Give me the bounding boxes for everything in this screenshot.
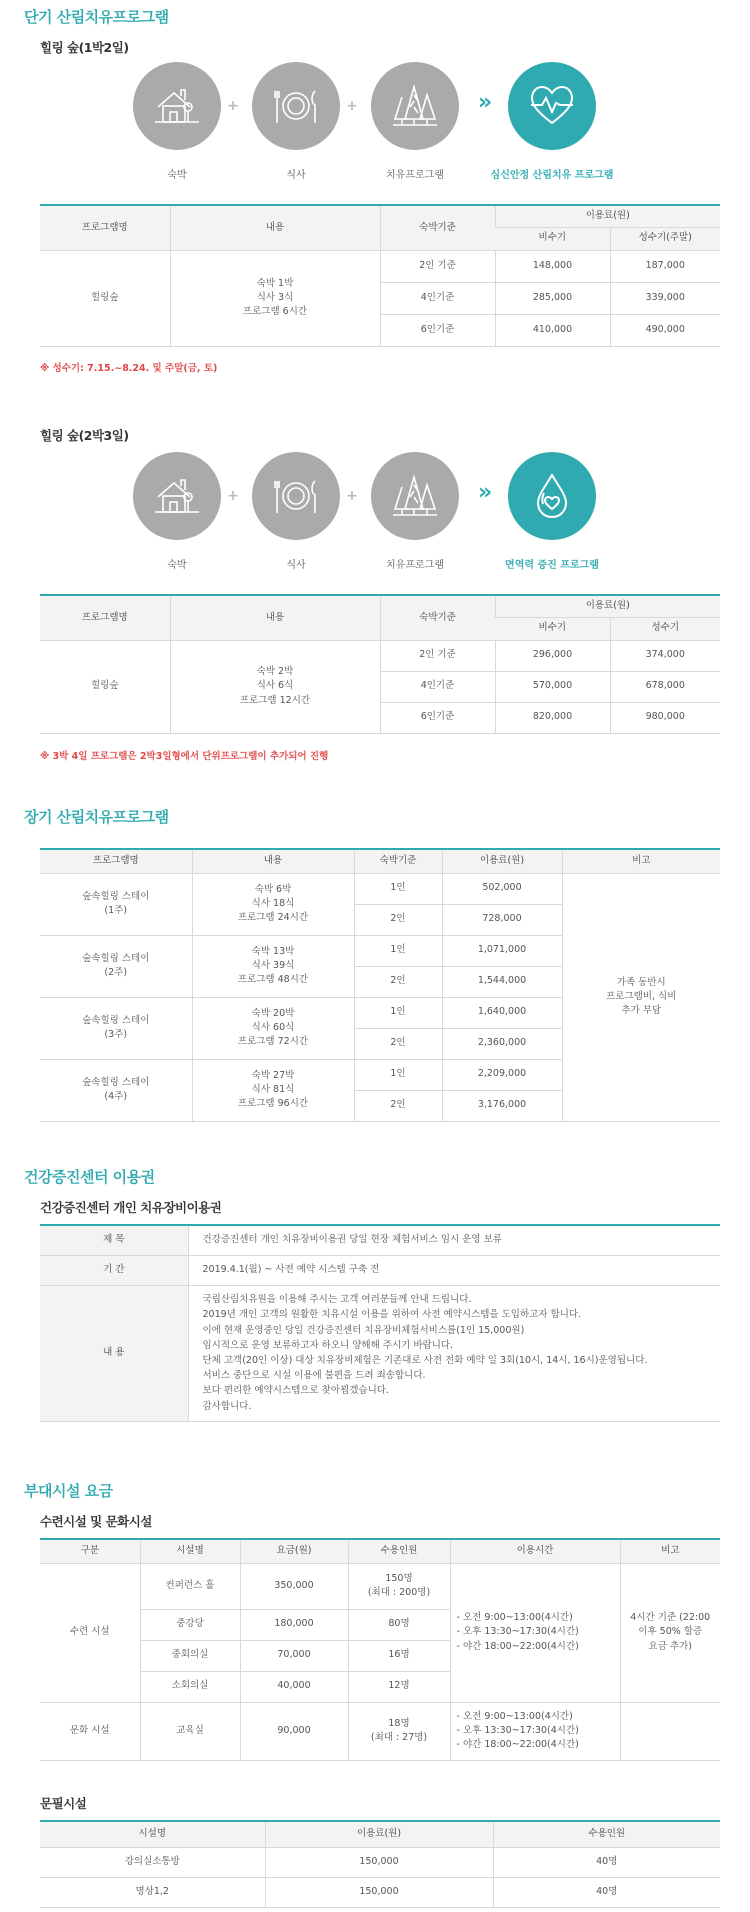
notice-line: 감사합니다. [202,1400,252,1412]
water-drop-heart-icon [508,452,596,540]
fee-cell: 1,071,000 [442,935,562,966]
icon-label-meal: 식사 [286,170,306,181]
content-line: 프로그램 12시간 [239,694,311,706]
trees-icon [371,62,459,150]
content-line: 숙박 1박 [256,277,294,289]
content-line: 식사 3식 [256,291,294,303]
table-row [40,1563,720,1609]
notice-period-value: 2019.4.1(월) ~ 사전 예약 시스템 구축 전 [188,1255,720,1285]
program-content [170,250,380,346]
program-line: 숲속힐링 스테이 [82,952,150,964]
content-line: 숙박 27박 [251,1069,295,1081]
basis-cell: 2인 [354,966,442,997]
table-row [40,640,720,671]
table-row [40,1255,720,1285]
basis-cell: 2인 [354,1028,442,1059]
peak-fee-cell: 374,000 [610,640,720,671]
training-culture-fee-table [40,1538,720,1761]
capacity-line: (최대 : 200명) [367,1587,431,1598]
off-fee-cell: 296,000 [495,640,610,671]
time-line: - 오후 13:30~17:30(4시간) [456,1626,579,1638]
content-line: 식사 18식 [251,897,295,909]
col-header-fee: 이용료(원) [495,205,720,227]
program-content [192,1059,354,1121]
program-name [40,997,192,1059]
off-fee-cell: 285,000 [495,282,610,314]
stay-facility-title: 문필시설 [40,1796,87,1811]
icon-label-lodging: 숙박 [167,170,187,181]
time-line: - 오후 13:30~17:30(4시간) [456,1724,579,1736]
stay-facility-fee-table [40,1820,720,1908]
basis-cell: 1인 [354,935,442,966]
col-header-program: 프로그램명 [40,595,170,640]
icon-label-healing-program: 치유프로그램 [386,560,444,571]
facility-name-cell: 중강당 [140,1609,240,1640]
peak-fee-cell: 490,000 [610,314,720,346]
facility-name-cell: 명상1,2 [40,1877,265,1907]
capacity-line: (최대 : 27명) [370,1732,428,1743]
remark-cell [562,873,720,1121]
col-header-basis: 숙박기준 [354,849,442,873]
arrow-chevrons: » [478,480,488,505]
fee-cell: 502,000 [442,873,562,904]
basis-cell: 6인기준 [380,702,495,733]
off-fee-cell: 410,000 [495,314,610,346]
course-2n3d-fee-table [40,594,720,734]
table-row [40,1877,720,1907]
icon-label-immunity: 면역력 증진 프로그램 [505,560,599,571]
time-line: - 오전 9:00~13:00(4시간) [456,1710,573,1722]
remark-line: 요금 추가) [648,1640,692,1652]
notice-line: 이에 현재 운영중인 당일 건강증진센터 치유장비체험서비스를(1인 15,000원) [202,1324,525,1336]
program-content [192,935,354,997]
plus-sign: + [227,488,239,504]
section-title-short-program: 단기 산림치유프로그램 [24,8,169,26]
kind-cell: 수련 시설 [40,1563,140,1702]
content-line: 식사 6식 [256,680,294,692]
icon-label-healing-program: 치유프로그램 [386,170,444,181]
table-row [40,250,720,282]
notice-line: 임시적으로 운영 보류하고자 하오니 양해해 주시기 바랍니다. [202,1339,454,1351]
icon-label-meal: 식사 [286,560,306,571]
capacity-cell [348,1702,450,1760]
col-header-basis: 숙박기준 [380,205,495,250]
course-title-1n2d: 힐링 숲(1박2일) [40,40,129,55]
fee-cell: 70,000 [240,1640,348,1671]
content-line: 식사 39식 [251,959,295,971]
capacity-cell: 80명 [348,1609,450,1640]
program-line: 숲속힐링 스테이 [82,1076,150,1088]
notice-title-value: 건강증진센터 개인 치유장비이용권 당일 현장 체험서비스 임시 운영 보류 [188,1225,720,1255]
plate-icon [252,62,340,150]
col-header-usage-time: 이용시간 [450,1539,620,1563]
basis-cell: 6인기준 [380,314,495,346]
fee-cell: 180,000 [240,1609,348,1640]
facility-name-cell: 교육실 [140,1702,240,1760]
basis-cell: 1인 [354,873,442,904]
program-line: (2주) [104,967,128,978]
col-header-content: 내용 [170,205,380,250]
program-name [40,935,192,997]
col-header-facility-name: 시설명 [40,1821,265,1847]
remark-cell [620,1563,720,1702]
peak-fee-cell: 678,000 [610,671,720,702]
basis-cell: 4인기준 [380,671,495,702]
health-center-subtitle: 건강증진센터 개인 치유장비이용권 [40,1200,222,1215]
health-center-notice-table [40,1224,720,1422]
row-label-period: 기 간 [40,1255,188,1285]
plus-sign: + [227,98,239,114]
program-name [40,1059,192,1121]
section-title-facility-fee: 부대시설 요금 [24,1482,113,1500]
table-row [40,1847,720,1877]
time-line: - 야간 18:00~22:00(4시간) [456,1640,579,1652]
col-header-fee: 이용료(원) [442,849,562,873]
col-header-peak-season: 성수기(주말) [610,227,720,250]
basis-cell: 1인 [354,997,442,1028]
program-line: (3주) [104,1029,128,1040]
content-line: 프로그램 96시간 [237,1098,309,1110]
notice-line: 보다 편리한 예약시스템으로 찾아뵙겠습니다. [202,1385,389,1397]
content-line: 숙박 6박 [254,883,292,895]
house-icon [133,62,221,150]
col-header-facility-name: 시설명 [140,1539,240,1563]
facility-name-cell: 소회의실 [140,1671,240,1702]
long-program-fee-table [40,848,720,1122]
usage-time-cell [450,1702,620,1760]
col-header-capacity: 수용인원 [493,1821,720,1847]
capacity-line: 18명 [388,1717,410,1729]
fee-cell: 728,000 [442,904,562,935]
plus-sign: + [346,98,358,114]
program-line: (1주) [104,905,128,916]
fee-cell: 150,000 [265,1847,493,1877]
section-title-long-program: 장기 산림치유프로그램 [24,808,169,826]
content-line: 프로그램 72시간 [237,1036,309,1048]
notice-line: 서비스 중단으로 시설 이용에 불편을 드려 죄송합니다. [202,1370,426,1382]
program-line: 숲속힐링 스테이 [82,1014,150,1026]
remark-line: 프로그램비, 식비 [606,990,677,1002]
notice-line: 단체 고객(20인 이상) 대상 치유장비체험은 기존대로 사전 전화 예약 일 3회(10시, 14시, 16시)운영됩니다. [202,1355,648,1366]
program-line: 숲속힐링 스테이 [82,890,150,902]
course-1n2d-fee-table [40,204,720,347]
fee-cell: 90,000 [240,1702,348,1760]
remark-line: 이후 50% 할증 [638,1626,703,1638]
capacity-cell: 40명 [493,1877,720,1907]
facility-name-cell: 컨퍼런스 홀 [140,1563,240,1609]
col-header-capacity: 수용인원 [348,1539,450,1563]
fee-cell: 2,360,000 [442,1028,562,1059]
row-label-title: 제 목 [40,1225,188,1255]
fee-cell: 1,640,000 [442,997,562,1028]
col-header-content: 내용 [170,595,380,640]
program-content [192,997,354,1059]
plus-sign: + [346,488,358,504]
col-header-kind: 구분 [40,1539,140,1563]
content-line: 프로그램 6시간 [242,306,308,318]
col-header-off-season: 비수기 [495,617,610,640]
notice-line: 2019년 개인 고객의 원활한 치유시설 이용을 위하여 사전 예약시스템을 도입하고자 합니다. [202,1309,582,1321]
plate-icon [252,452,340,540]
program-name: 힐링숲 [40,250,170,346]
col-header-content: 내용 [192,849,354,873]
col-header-remark: 비고 [620,1539,720,1563]
table-row [40,1285,720,1421]
basis-cell: 2인 기준 [380,250,495,282]
row-label-content: 내 용 [40,1285,188,1421]
training-culture-title: 수련시설 및 문화시설 [40,1514,152,1529]
content-line: 숙박 20박 [251,1007,295,1019]
notice-content-value [188,1285,720,1421]
basis-cell: 4인기준 [380,282,495,314]
program-content [192,873,354,935]
course-title-2n3d: 힐링 숲(2박3일) [40,428,129,443]
col-header-fee: 이용료(원) [495,595,720,617]
fee-cell: 40,000 [240,1671,348,1702]
col-header-basis: 숙박기준 [380,595,495,640]
content-line: 식사 60식 [251,1021,295,1033]
program-name [40,873,192,935]
remark-cell [620,1702,720,1760]
house-icon [133,452,221,540]
col-header-remark: 비고 [562,849,720,873]
capacity-cell: 40명 [493,1847,720,1877]
basis-cell: 1인 [354,1059,442,1090]
usage-time-cell [450,1563,620,1702]
content-line: 식사 81식 [251,1083,295,1095]
fee-cell: 3,176,000 [442,1090,562,1121]
content-line: 프로그램 24시간 [237,912,309,924]
table-row [40,1225,720,1255]
peak-fee-cell: 980,000 [610,702,720,733]
fee-cell: 1,544,000 [442,966,562,997]
off-fee-cell: 820,000 [495,702,610,733]
remark-line: 가족 동반시 [616,976,666,988]
fee-cell: 2,209,000 [442,1059,562,1090]
fee-cell: 150,000 [265,1877,493,1907]
program-name: 힐링숲 [40,640,170,733]
heart-pulse-icon [508,62,596,150]
col-header-peak-season: 성수기 [610,617,720,640]
program-content [170,640,380,733]
table-row [40,1702,720,1760]
arrow-chevrons: » [478,90,488,115]
peak-fee-cell: 339,000 [610,282,720,314]
basis-cell: 2인 [354,1090,442,1121]
off-fee-cell: 148,000 [495,250,610,282]
program-line: (4주) [104,1091,128,1102]
peak-fee-cell: 187,000 [610,250,720,282]
content-line: 숙박 2박 [256,666,294,678]
time-line: - 오전 9:00~13:00(4시간) [456,1612,573,1624]
three-night-note: ※ 3박 4일 프로그램은 2박3일형에서 단위프로그램이 추가되어 진행 [40,751,329,762]
icon-label-lodging: 숙박 [167,560,187,571]
content-line: 프로그램 48시간 [237,974,309,986]
peak-season-note: ※ 성수기: 7.15.~8.24. 및 주말(금, 토) [40,363,218,374]
capacity-line: 150명 [385,1572,413,1584]
content-line: 숙박 13박 [251,945,295,957]
col-header-program: 프로그램명 [40,849,192,873]
capacity-cell [348,1563,450,1609]
kind-cell: 문화 시설 [40,1702,140,1760]
col-header-fee: 요금(원) [240,1539,348,1563]
table-row [40,873,720,904]
capacity-cell: 12명 [348,1671,450,1702]
col-header-fee: 이용료(원) [265,1821,493,1847]
basis-cell: 2인 기준 [380,640,495,671]
course-2n3d-icon-row [0,452,750,582]
facility-name-cell: 중회의실 [140,1640,240,1671]
basis-cell: 2인 [354,904,442,935]
section-title-health-center: 건강증진센터 이용권 [24,1168,155,1186]
notice-line: 국립산림치유원을 이용해 주시는 고객 여러분들께 안내 드립니다. [202,1294,472,1306]
course-1n2d-icon-row [0,62,750,192]
remark-line: 4시간 기준 (22:00 [630,1612,711,1624]
remark-line: 추가 부담 [621,1005,662,1017]
time-line: - 야간 18:00~22:00(4시간) [456,1739,579,1751]
col-header-program: 프로그램명 [40,205,170,250]
col-header-off-season: 비수기 [495,227,610,250]
capacity-cell: 16명 [348,1640,450,1671]
icon-label-mind-body: 심신안정 산림치유 프로그램 [490,170,614,181]
fee-cell: 350,000 [240,1563,348,1609]
trees-icon [371,452,459,540]
facility-name-cell: 강의실소통방 [40,1847,265,1877]
off-fee-cell: 570,000 [495,671,610,702]
